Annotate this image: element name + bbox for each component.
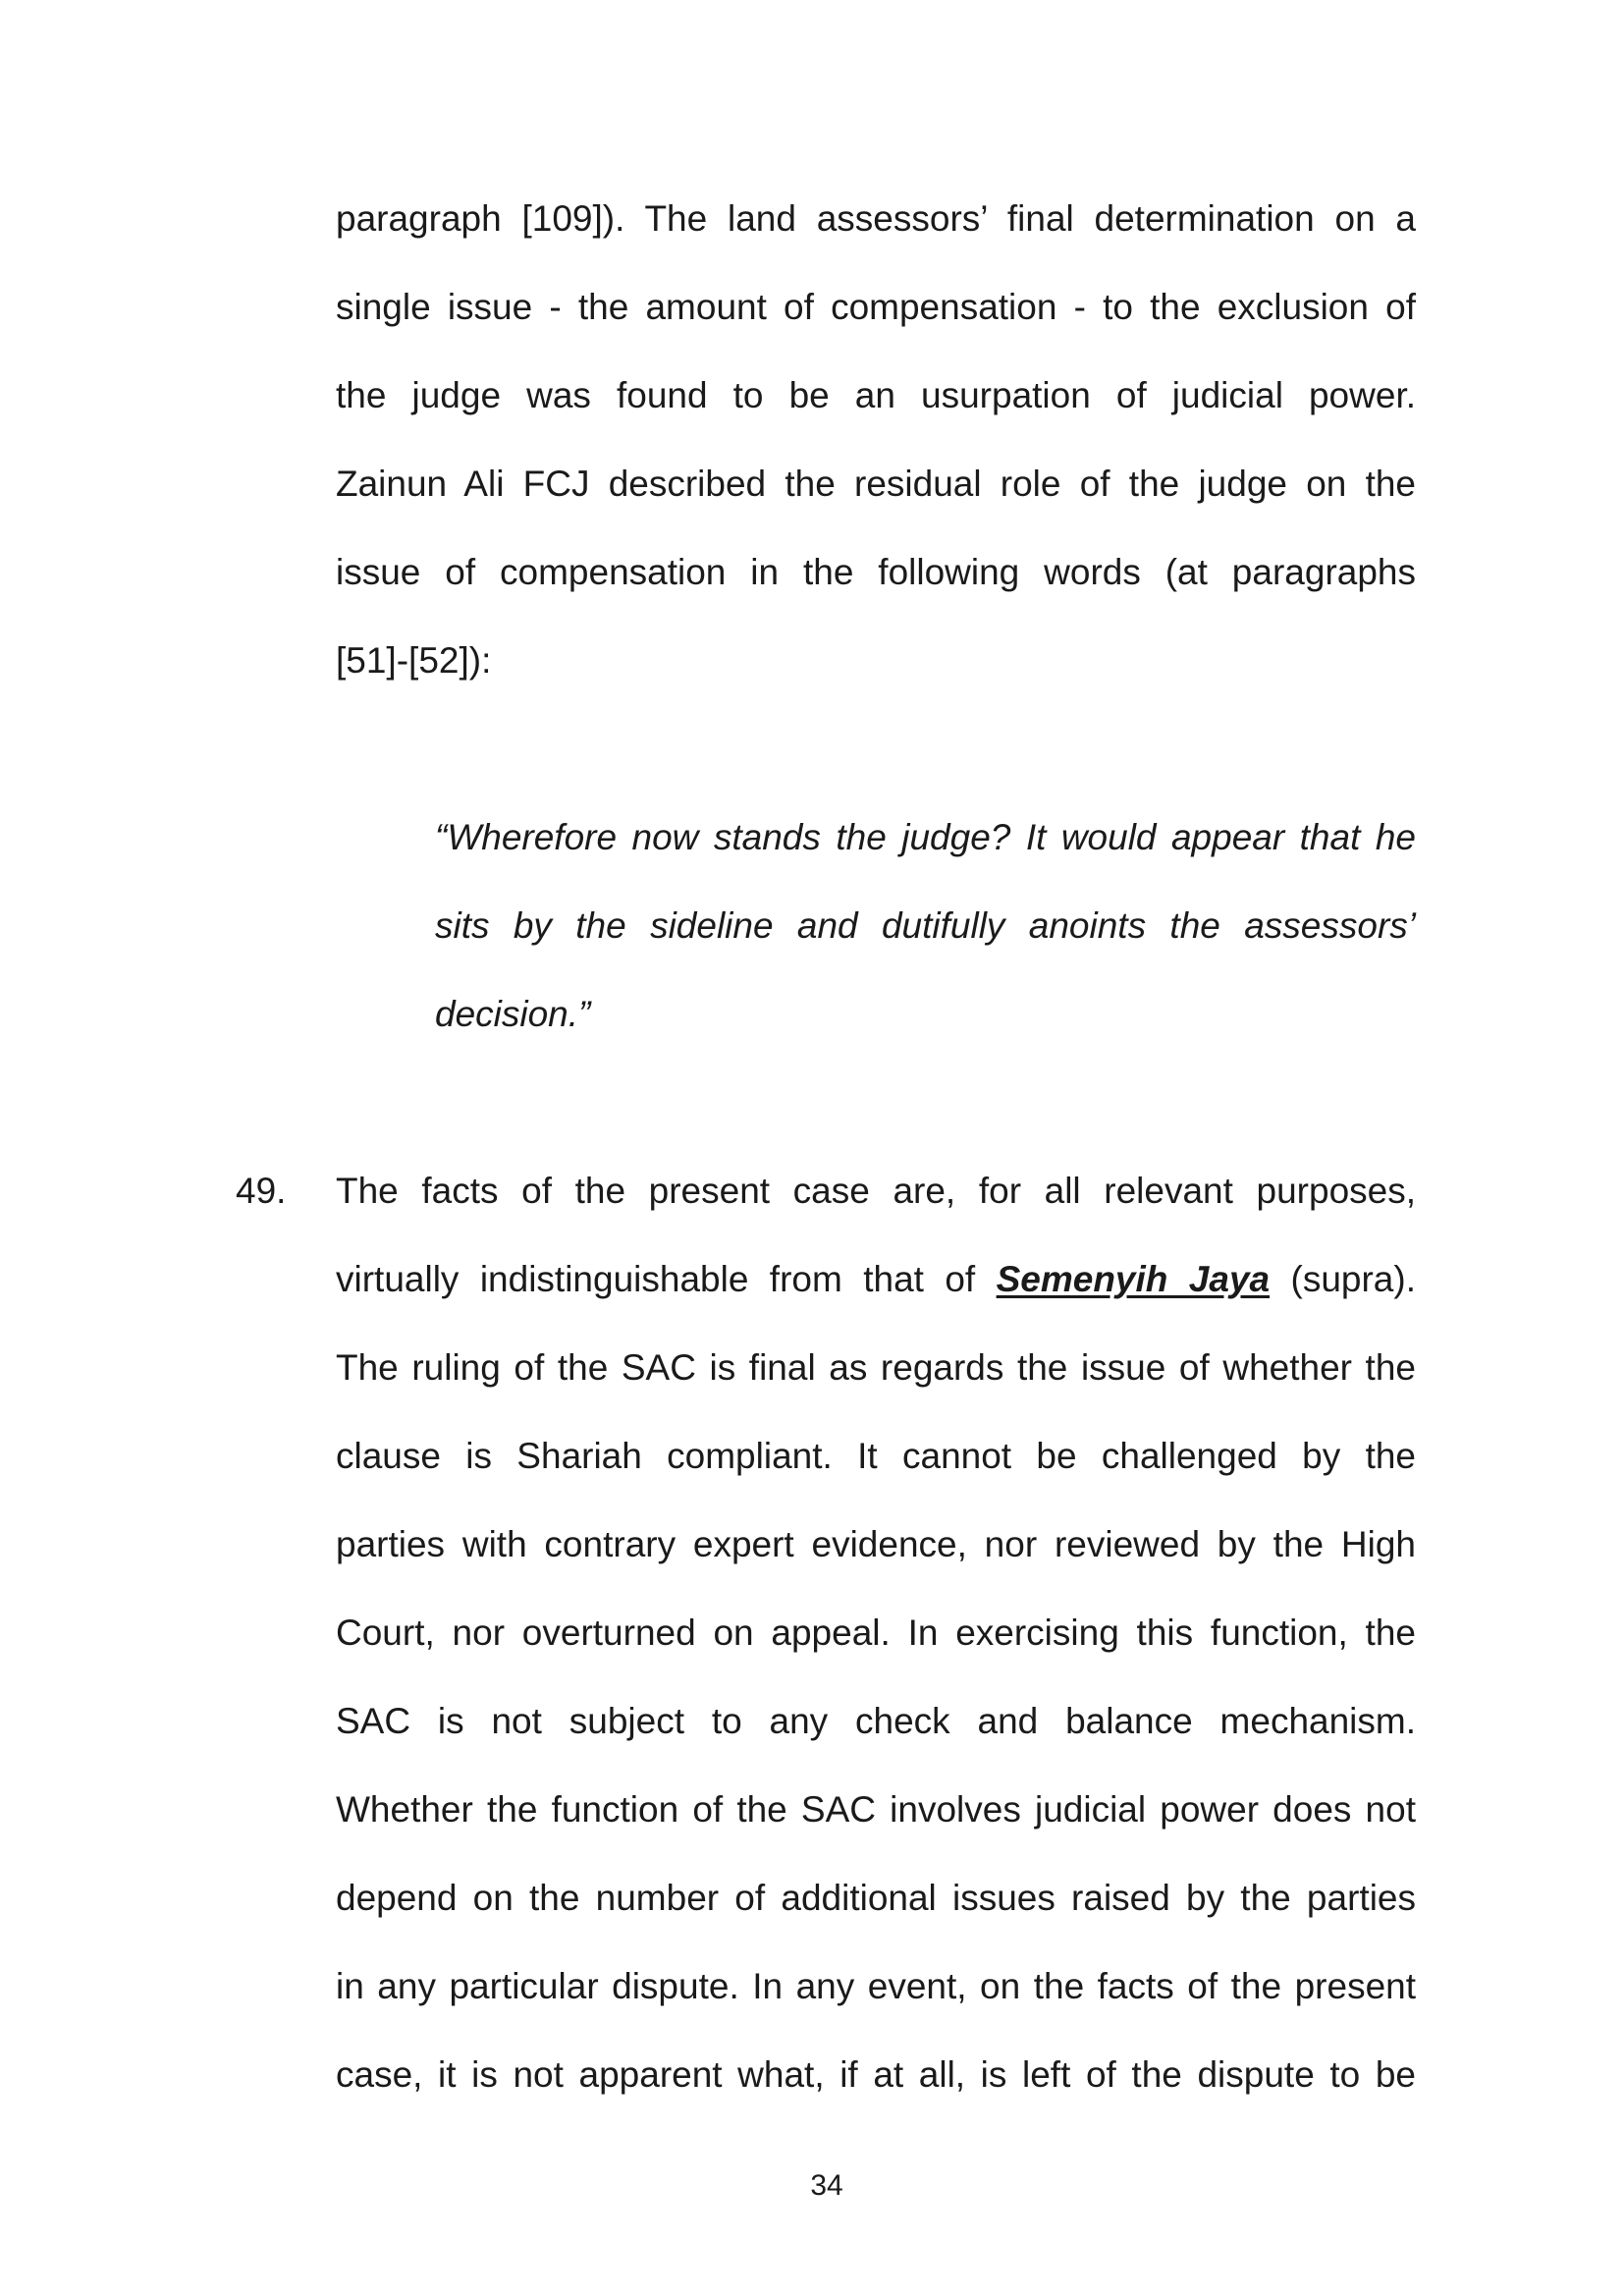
paragraph-number: 49. bbox=[236, 1171, 287, 1211]
body-text-line: [51]-[52]): bbox=[336, 640, 492, 681]
body-text-line: parties with contrary expert evidence, nor reviewed by the High bbox=[336, 1524, 1416, 1564]
body-text-line: paragraph [109]). The land assessors’ final determination on a bbox=[336, 198, 1416, 239]
body-text-line: The facts of the present case are, for all relevant purposes, bbox=[336, 1171, 1416, 1211]
body-text-line: issue of compensation in the following words (at paragraphs bbox=[336, 552, 1416, 592]
case-name-reference: Semenyih Jaya bbox=[996, 1259, 1271, 1299]
body-text-line: Zainun Ali FCJ described the residual role of the judge on the bbox=[336, 464, 1416, 504]
body-text-line: Whether the function of the SAC involves judicial power does not bbox=[336, 1789, 1416, 1830]
page-number: 34 bbox=[810, 2169, 843, 2202]
body-text-line: clause is Shariah compliant. It cannot be challenged by the bbox=[336, 1436, 1416, 1476]
text-segment: (supra). bbox=[1270, 1259, 1416, 1299]
text-segment: virtually indistinguishable from that of bbox=[336, 1259, 997, 1299]
body-text-line: in any particular dispute. In any event, on the facts of the present bbox=[336, 1966, 1416, 2006]
quote-line: decision.” bbox=[435, 994, 591, 1034]
quote-line: “Wherefore now stands the judge? It would appear that he bbox=[435, 817, 1416, 857]
body-text-line: The ruling of the SAC is final as regards the issue of whether the bbox=[336, 1347, 1416, 1388]
body-text-line-with-case bbox=[336, 1250, 1416, 1309]
body-text-line: depend on the number of additional issues raised by the parties bbox=[336, 1878, 1416, 1918]
body-text-line: single issue - the amount of compensation - to the exclusion of bbox=[336, 287, 1416, 327]
body-text-line: case, it is not apparent what, if at all, is left of the dispute to be bbox=[336, 2054, 1416, 2095]
body-text-line: SAC is not subject to any check and balance mechanism. bbox=[336, 1701, 1416, 1741]
body-text-line: the judge was found to be an usurpation of judicial power. bbox=[336, 375, 1416, 415]
quote-line: sits by the sideline and dutifully anoints the assessors’ bbox=[435, 905, 1416, 946]
body-text-line: Court, nor overturned on appeal. In exercising this function, the bbox=[336, 1613, 1416, 1653]
